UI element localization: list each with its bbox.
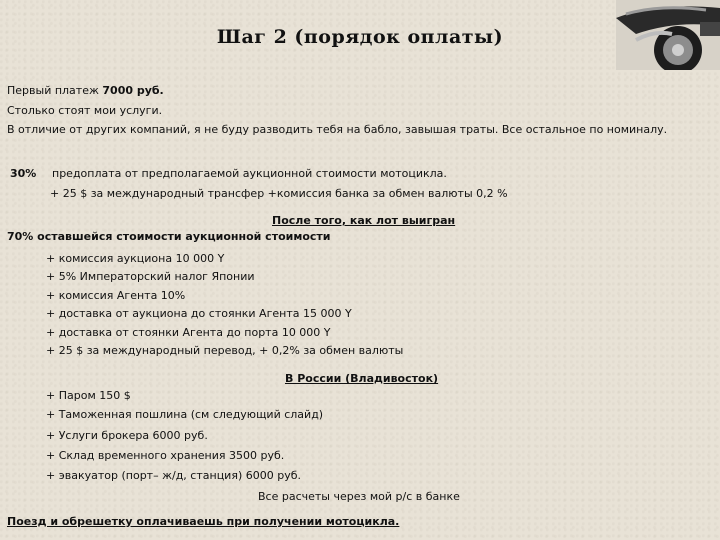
after-win-item: + комиссия аукциона 10 000 Y [46,252,225,265]
russia-item: + Услуги брокера 6000 руб. [46,429,208,442]
prepay-transfer: + 25 $ за международный трансфер +комиссия банка за обмен валюты 0,2 % [50,187,508,200]
after-win-item: + доставка от стоянки Агента до порта 10 000 Y [46,326,331,339]
footer-note: Поезд и обрешетку оплачиваешь при получении мотоцикла. [7,515,400,528]
after-win-item: + доставка от аукциона до стоянки Агента 15 000 Y [46,307,352,320]
russia-item: + Паром 150 $ [46,389,131,402]
intro-services-line: Столько стоят мои услуги. [7,104,163,117]
after-win-heading: После того, как лот выигран [272,214,456,227]
russia-item: + эвакуатор (порт– ж/д, станция) 6000 руб. [46,469,301,482]
after-win-item: + комиссия Агента 10% [46,289,186,302]
after-win-item: + 5% Императорский налог Японии [46,270,255,283]
slide-title: Шаг 2 (порядок оплаты) [216,26,504,48]
russia-item: + Склад временного хранения 3500 руб. [46,449,285,462]
first-payment-amount: 7000 руб. [102,84,164,97]
intro-first-payment-label: Первый платеж [7,84,103,97]
after-win-item: + 25 $ за международный перевод, + 0,2% за обмен валюты [46,344,404,357]
russia-item: + Таможенная пошлина (см следующий слайд) [46,408,324,421]
intro-first-payment [7,84,164,98]
prepay-text: предоплата от предполагаемой аукционной стоимости мотоцикла. [52,167,447,180]
bank-note: Все расчеты через мой р/с в банке [258,490,460,503]
remaining-percent-line: 70% оставшейся стоимости аукционной стоимости [7,230,331,243]
intro-honesty-line: В отличие от других компаний, я не буду разводить тебя на бабло, завышая траты. Все остальное по номиналу. [7,123,668,136]
prepay-percent: 30% [10,167,37,180]
russia-heading: В России (Владивосток) [285,372,439,385]
